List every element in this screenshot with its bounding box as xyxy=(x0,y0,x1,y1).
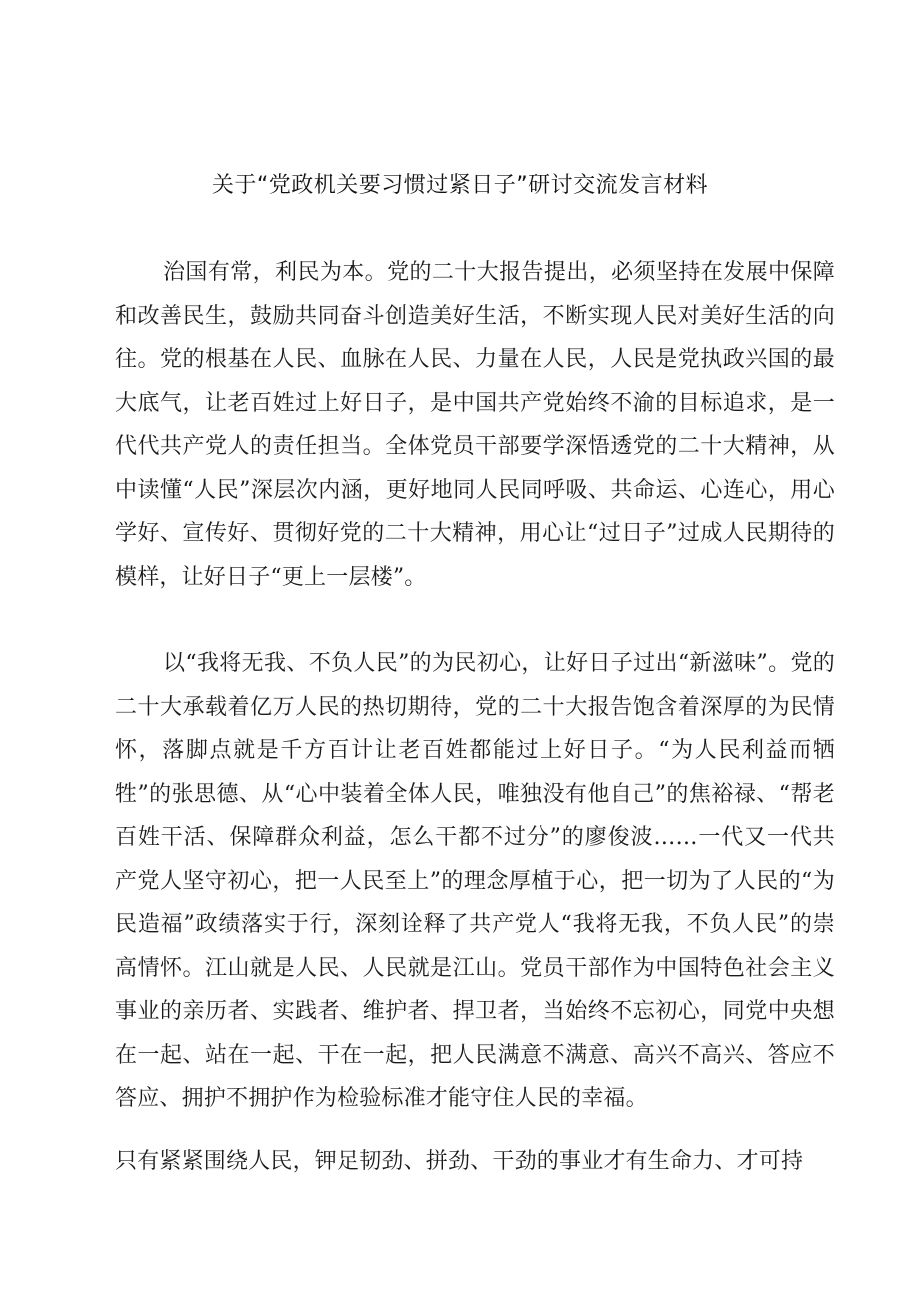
document-title: 关于“党政机关要习惯过紧日子”研讨交流发言材料 xyxy=(211,173,709,198)
paragraph-initial-mission: 以“我将无我、不负人民”的为民初心，让好日子过出“新滋味”。党的二十大承载着亿万人民的热切期待，党的二十大报告饱含着深厚的为民情怀，落脚点就是千方百计让老百姓都能过上好日子。“为人民利益而牺牲”的张思德、从“心中装着全体人民，唯独没有他自己”的焦裕禄、“帮老百姓干活、保障群众利益，怎么干都不过分”的廖俊波……一代又一代共产党人坚守初心，把一人民至上”的理念厚植于心，把一切为了人民的“为民造福”政绩落实于行，深刻诠释了共产党人“我将无我，不负人民”的崇高情怀。江山就是人民、人民就是江山。党员干部作为中国特色社会主义事业的亲历者、实践者、维护者、捍卫者，当始终不忘初心，同党中央想在一起、站在一起、干在一起，把人民满意不满意、高兴不高兴、答应不答应、拥护不拥护作为检验标准才能守住人民的幸福。 xyxy=(115,651,835,1111)
paragraph-intro: 治国有常，利民为本。党的二十大报告提出，必须坚持在发展中保障和改善民生，鼓励共同奋斗创造美好生活，不断实现人民对美好生活的向往。党的根基在人民、血脉在人民、力量在人民，人民是党执政兴国的最大底气，让老百姓过上好日子，是中国共产党始终不渝的目标追求，是一代代共产党人的责任担当。全体党员干部要学深悟透党的二十大精神，从中读懂“人民”深层次内涵，更好地同人民同呼吸、共命运、心连心，用心学好、宣传好、贯彻好党的二十大精神，用心让“过日子”过成人民期待的模样，让好日子“更上一层楼”。 xyxy=(115,260,835,590)
paragraph-continued: 只有紧紧围绕人民，钾足韧劲、拼劲、干劲的事业才有生命力、才可持 xyxy=(115,1149,804,1174)
